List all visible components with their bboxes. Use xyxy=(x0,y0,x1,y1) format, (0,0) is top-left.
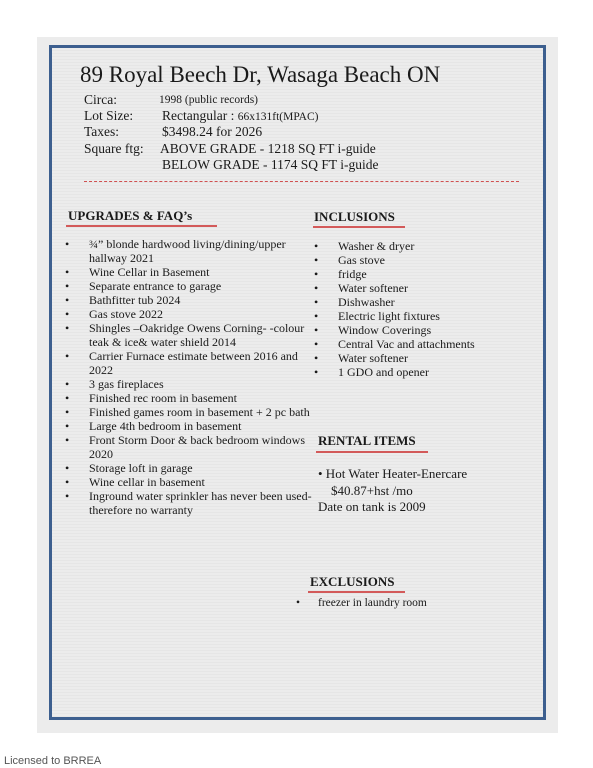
list-item: • Wine Cellar in Basement xyxy=(65,265,313,279)
inclusions-list xyxy=(314,239,534,379)
rental-items-underline xyxy=(316,451,428,453)
upgrades-underline xyxy=(66,225,217,227)
circa-value: 1998 (public records) xyxy=(159,94,258,106)
list-item: • Bathfitter tub 2024 xyxy=(65,293,313,307)
list-item: • Large 4th bedroom in basement xyxy=(65,419,313,433)
list-item: • Inground water sprinkler has never been used-therefore no warranty xyxy=(65,489,313,517)
property-title: 89 Royal Beech Dr, Wasaga Beach ON xyxy=(80,62,441,87)
list-item: • Wine cellar in basement xyxy=(65,475,313,489)
exclusions-heading: EXCLUSIONS xyxy=(310,574,395,589)
list-item: • Shingles –Oakridge Owens Corning- -colour teak & ice& water shield 2014 xyxy=(65,321,313,349)
exclusion-item: • freezer in laundry room xyxy=(296,597,427,609)
list-item: • Central Vac and attachments xyxy=(314,337,534,351)
license-footer: Licensed to BRREA xyxy=(4,755,102,767)
circa-label: Circa: xyxy=(84,92,117,107)
list-item: • Carrier Furnace estimate between 2016 and 2022 xyxy=(65,349,313,377)
rental-item-price: $40.87+hst /mo xyxy=(331,483,413,498)
taxes-label: Taxes: xyxy=(84,124,120,139)
square-footage-label: Square ftg: xyxy=(84,141,144,156)
rental-items-heading: RENTAL ITEMS xyxy=(318,433,416,448)
taxes-value: $3498.24 for 2026 xyxy=(162,124,263,139)
list-item: • 1 GDO and opener xyxy=(314,365,534,379)
upgrades-list xyxy=(65,237,313,517)
list-item: • Storage loft in garage xyxy=(65,461,313,475)
dashed-divider xyxy=(84,181,519,182)
lot-size-value: Rectangular : 66x131ft(MPAC) xyxy=(162,108,319,123)
list-item: • Washer & dryer xyxy=(314,239,534,253)
list-item: • Water softener xyxy=(314,351,534,365)
exclusions-underline xyxy=(308,591,405,593)
list-item: • Gas stove xyxy=(314,253,534,267)
list-item: • fridge xyxy=(314,267,534,281)
list-item: • Finished rec room in basement xyxy=(65,391,313,405)
inclusions-underline xyxy=(313,226,405,228)
list-item: • Front Storm Door & back bedroom windows 2020 xyxy=(65,433,313,461)
rental-item-tank-date: Date on tank is 2009 xyxy=(318,499,426,514)
lot-size-label: Lot Size: xyxy=(84,108,134,123)
upgrades-heading: UPGRADES & FAQ’s xyxy=(68,208,193,223)
list-item: • Electric light fixtures xyxy=(314,309,534,323)
inclusions-heading: INCLUSIONS xyxy=(314,209,395,224)
above-grade-value: ABOVE GRADE - 1218 SQ FT i-guide xyxy=(160,141,376,156)
rental-item-water-heater: • Hot Water Heater-Enercare xyxy=(318,466,468,481)
list-item: • ¾” blonde hardwood living/dining/upper hallway 2021 xyxy=(65,237,313,265)
list-item: • Dishwasher xyxy=(314,295,534,309)
list-item: • Separate entrance to garage xyxy=(65,279,313,293)
list-item: • Window Coverings xyxy=(314,323,534,337)
below-grade-value: BELOW GRADE - 1174 SQ FT i-guide xyxy=(162,157,379,172)
list-item: • Gas stove 2022 xyxy=(65,307,313,321)
list-item: • Water softener xyxy=(314,281,534,295)
list-item: • 3 gas fireplaces xyxy=(65,377,313,391)
list-item: • Finished games room in basement + 2 pc bath xyxy=(65,405,313,419)
